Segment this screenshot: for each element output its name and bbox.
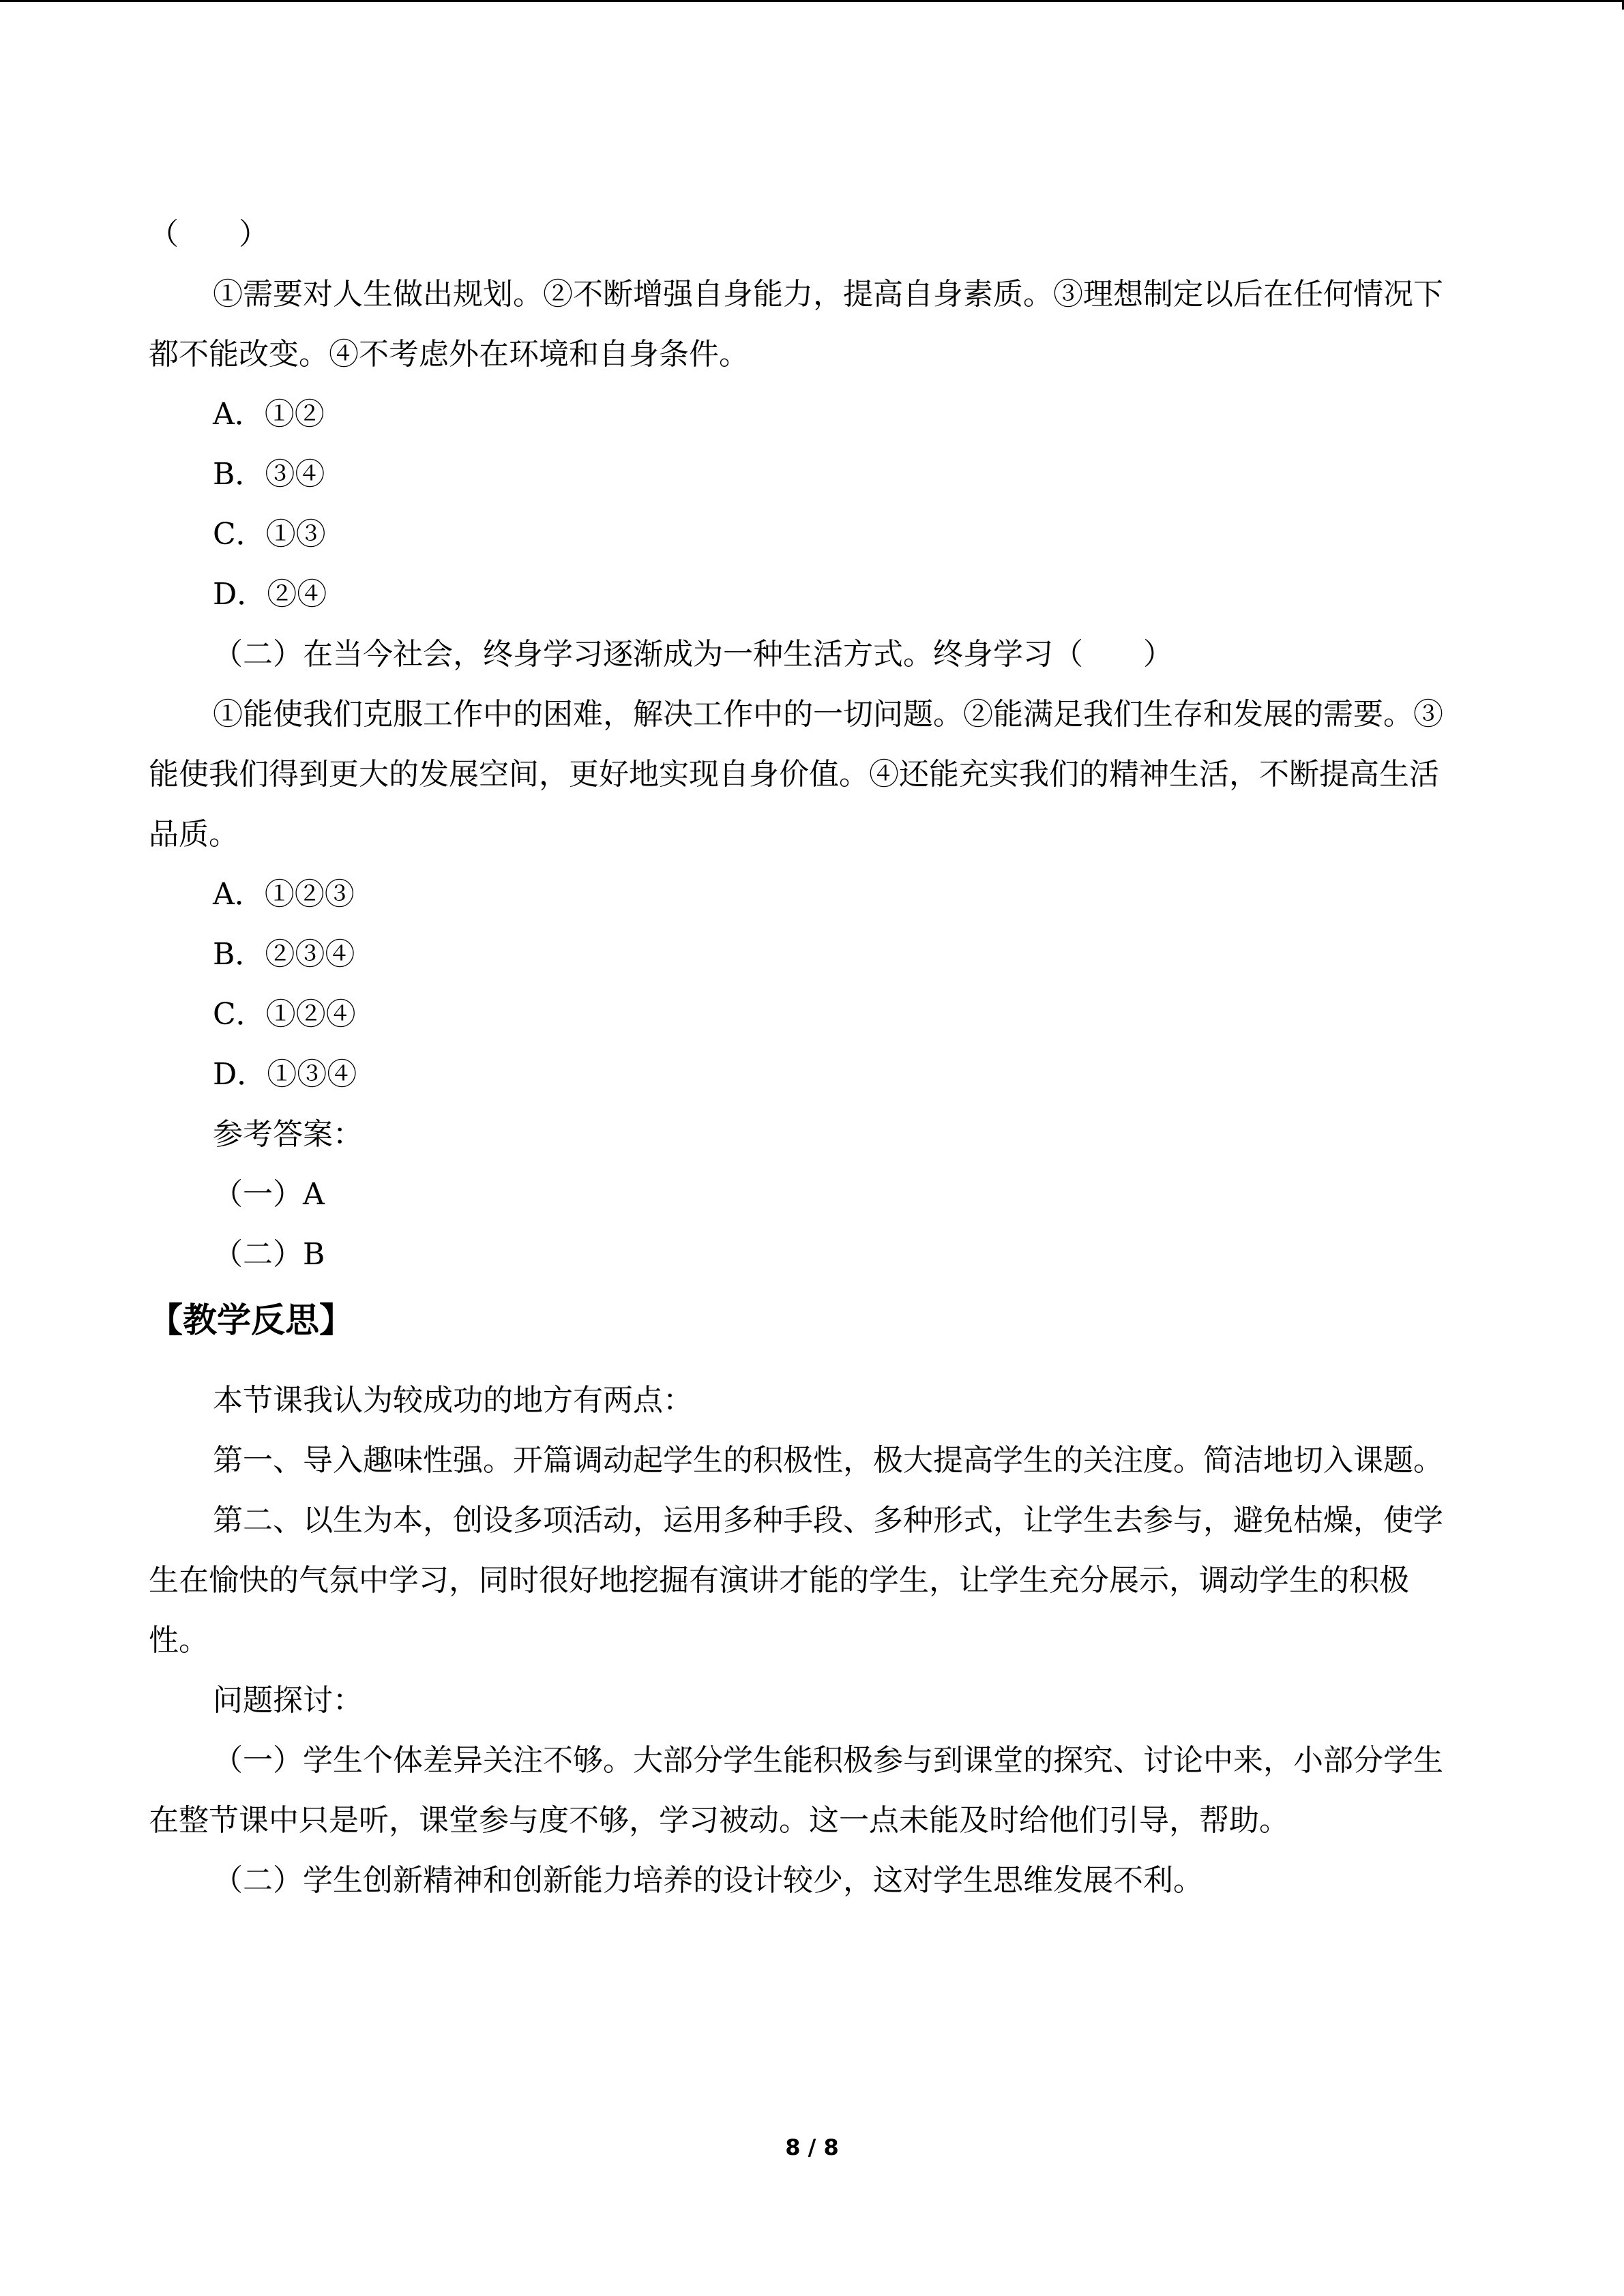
question-two-option-d: D．①③④ (213, 1057, 357, 1092)
question-two-stem: （二）在当今社会，终身学习逐渐成为一种生活方式。终身学习（ ） (213, 637, 1173, 672)
question-one-option-a: A．①② (213, 397, 325, 432)
question-two-option-b: B．②③④ (213, 937, 355, 972)
reflection-point-one: 第一、导入趣味性强。开篇调动起学生的积极性，极大提高学生的关注度。简洁地切入课题。 (213, 1443, 1443, 1478)
question-one-option-b: B．③④ (213, 457, 325, 492)
issues-label: 问题探讨： (213, 1683, 363, 1718)
issue-one: （一）学生个体差异关注不够。大部分学生能积极参与到课堂的探究、讨论中来，小部分学生在整节课中只是听，课堂参与度不够，学习被动。这一点未能及时给他们引导，帮助。 (149, 1743, 1443, 1838)
page-number: 8 / 8 (785, 2134, 839, 2160)
question-one-option-c: C．①③ (213, 517, 326, 552)
reflection-heading: 【教学反思】 (149, 1300, 353, 1340)
question-two-option-a: A．①②③ (213, 877, 355, 912)
answers-label: 参考答案： (213, 1117, 363, 1152)
question-two-statement: ①能使我们克服工作中的困难，解决工作中的一切问题。②能满足我们生存和发展的需要。③能使我们得到更大的发展空间，更好地实现自身价值。④还能充实我们的精神生活，不断提高生活品质。 (149, 697, 1443, 852)
top-border-line (0, 0, 1624, 2)
answer-two: （二）B (213, 1237, 325, 1272)
question-one-statement: ①需要对人生做出规划。②不断增强自身能力，提高自身素质。③理想制定以后在任何情况下都不能改变。④不考虑外在环境和自身条件。 (149, 277, 1443, 372)
answer-one: （一）A (213, 1177, 325, 1212)
question-two-option-c: C．①②④ (213, 997, 356, 1032)
question-one-bracket: （ ） (149, 217, 269, 252)
page-content (149, 205, 1458, 1911)
issue-two: （二）学生创新精神和创新能力培养的设计较少，这对学生思维发展不利。 (213, 1863, 1203, 1898)
reflection-intro: 本节课我认为较成功的地方有两点： (213, 1383, 693, 1418)
question-one-option-d: D．②④ (213, 577, 327, 612)
reflection-point-two: 第二、以生为本，创设多项活动，运用多种手段、多种形式，让学生去参与，避免枯燥，使学生在愉快的气氛中学习，同时很好地挖掘有演讲才能的学生，让学生充分展示，调动学生的积极性。 (149, 1503, 1443, 1658)
